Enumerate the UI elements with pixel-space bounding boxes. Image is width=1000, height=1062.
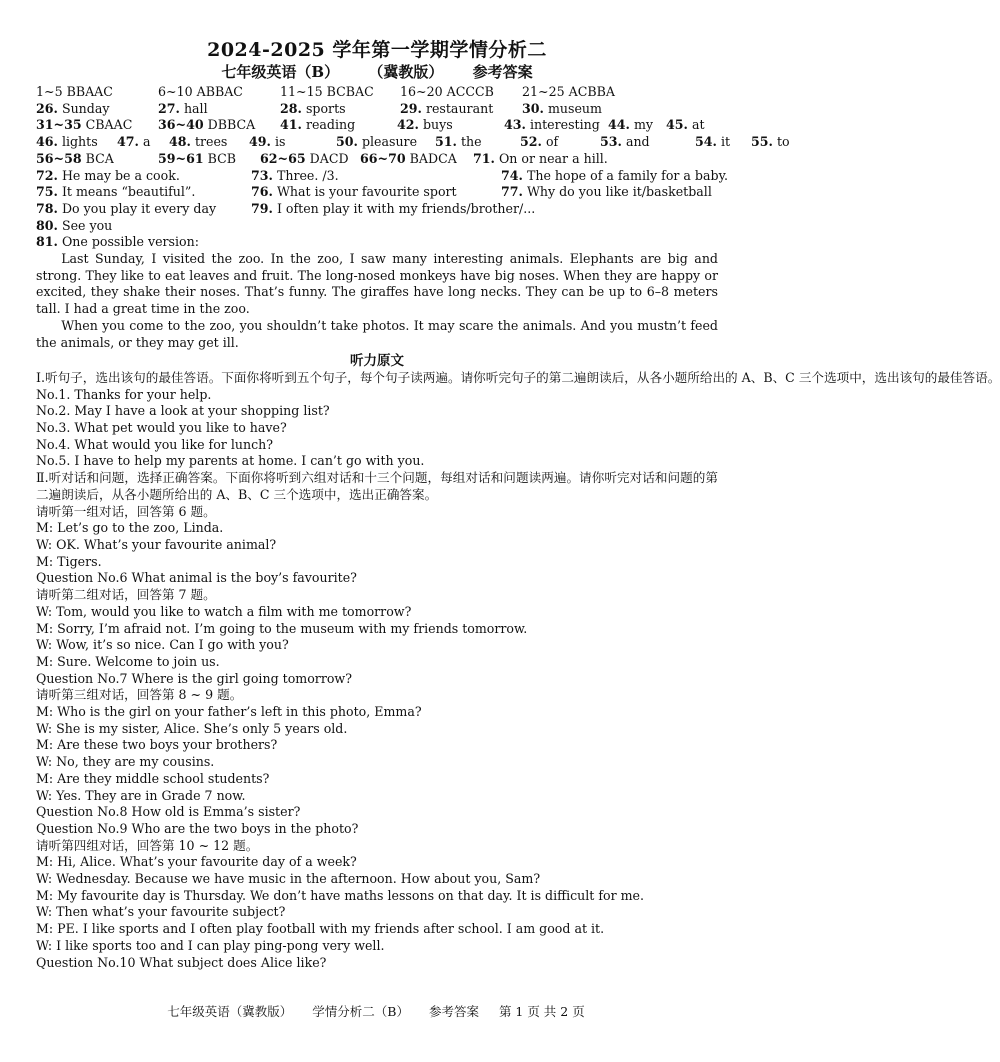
answer-text: BCB xyxy=(207,150,237,166)
answer-item xyxy=(522,101,642,118)
answer-text: See you xyxy=(61,217,113,233)
transcript-line: No.3. What pet would you like to have? xyxy=(36,420,287,436)
listening-heading: 听力原文 xyxy=(350,353,404,370)
transcript-line: No.4. What would you like for lunch? xyxy=(36,436,273,452)
answer-text: interesting xyxy=(529,117,600,133)
transcript-line: Question No.8 How old is Emma’s sister? xyxy=(36,804,301,820)
answer-text: He may be a cook. xyxy=(61,167,180,183)
answer-number: 66~70 xyxy=(360,150,406,166)
answer-text: It means “beautiful”. xyxy=(61,184,196,200)
answer-number: 27. xyxy=(158,100,180,116)
answer-number: 78. xyxy=(36,200,58,216)
answer-item xyxy=(251,201,718,218)
answer-number: 45. xyxy=(666,117,688,133)
answer-number: 44. xyxy=(608,117,630,133)
answer-item xyxy=(435,134,520,151)
answer-number: 74. xyxy=(501,167,523,183)
answer-item xyxy=(501,184,718,201)
answer-number: 46. xyxy=(36,134,58,150)
answer-text: reading xyxy=(305,117,356,133)
answer-number: 73. xyxy=(251,167,273,183)
subtitle-doc: 参考答案 xyxy=(472,63,533,81)
answer-item xyxy=(36,151,158,168)
answer-number: 56~58 xyxy=(36,150,82,166)
answer-number: 26. xyxy=(36,100,58,116)
answer-number: 81. xyxy=(36,234,58,250)
answer-item xyxy=(520,134,600,151)
answer-number: 76. xyxy=(251,184,273,200)
answer-item xyxy=(158,101,280,118)
page-title: 2024-2025 学年第一学期学情分析二 xyxy=(207,39,547,61)
answer-number: 79. xyxy=(251,200,273,216)
answer-item xyxy=(36,101,158,118)
answer-number: 54. xyxy=(695,134,717,150)
listening-transcript xyxy=(36,369,1000,971)
answer-number: 52. xyxy=(520,134,542,150)
subtitle-edition: （冀教版） xyxy=(368,63,444,81)
page-footer xyxy=(0,1002,752,1020)
transcript-line: W: I like sports too and I can play ping-pong very well. xyxy=(36,937,385,953)
answer-item xyxy=(36,184,251,201)
answer-row-1 xyxy=(36,84,718,101)
transcript-line: Ⅰ.听句子，选出该句的最佳答语。下面你将听到五个句子，每个句子读两遍。请你听完句子的第二遍朗读后，从各小题所给出的 A、B、C 三个选项中，选出该句的最佳答语。 xyxy=(36,369,1000,385)
answer-number: 49. xyxy=(249,134,271,150)
answer-text: museum xyxy=(547,100,602,116)
transcript-line: M: Tigers. xyxy=(36,553,102,569)
subtitle-grade: 七年级英语（B） xyxy=(221,63,340,81)
answer-number: 77. xyxy=(501,184,523,200)
transcript-line: M: Sorry, I’m afraid not. I’m going to the museum with my friends tomorrow. xyxy=(36,620,528,636)
answer-text: at xyxy=(691,117,705,133)
answer-item xyxy=(501,167,729,185)
answer-text: to xyxy=(776,134,790,150)
answer-number: 30. xyxy=(522,100,544,116)
transcript-line: No.5. I have to help my parents at home. I can’t go with you. xyxy=(36,453,425,469)
answer-item xyxy=(280,101,400,118)
answer-text: buys xyxy=(422,117,453,133)
answer-number: 72. xyxy=(36,167,58,183)
answer-number: 55. xyxy=(751,134,773,150)
answer-item xyxy=(36,117,158,134)
answer-item xyxy=(336,134,435,151)
answer-number: 75. xyxy=(36,184,58,200)
transcript-line: W: Wednesday. Because we have music in the afternoon. How about you, Sam? xyxy=(36,871,541,887)
transcript-line: M: Hi, Alice. What’s your favourite day of a week? xyxy=(36,854,357,870)
answer-row-7 xyxy=(36,184,718,201)
footer-page: 第 1 页 共 2 页 xyxy=(498,1004,585,1019)
transcript-line: Question No.7 Where is the girl going tomorrow? xyxy=(36,670,352,686)
transcript-line: M: Are they middle school students? xyxy=(36,770,270,786)
answer-number: 29. xyxy=(400,100,422,116)
answer-row-5 xyxy=(36,151,718,168)
answer-item xyxy=(36,201,251,218)
answer-text: is xyxy=(274,134,286,150)
transcript-line: Ⅱ.听对话和问题，选择正确答案。下面你将听到六组对话和十三个问题，每组对话和问题读两遍。请你听完对话和问题的第二遍朗读后，从各小题所给出的 A、B、C 三个选项中，选出正确答案。 xyxy=(36,470,718,502)
answer-item xyxy=(504,117,608,134)
answer-number: 53. xyxy=(600,134,622,150)
answer-item xyxy=(260,151,360,168)
answer-number: 43. xyxy=(504,117,526,133)
answer-sheet xyxy=(36,38,1000,971)
answer-item xyxy=(400,101,522,118)
answer-item xyxy=(397,117,504,134)
transcript-line: 请听第三组对话，回答第 8 ~ 9 题。 xyxy=(36,687,243,703)
transcript-line: M: PE. I like sports and I often play football with my friends after school. I am good at it. xyxy=(36,921,605,937)
answer-item xyxy=(36,134,117,151)
transcript-line: Question No.10 What subject does Alice like? xyxy=(36,954,327,970)
essay-paragraph: When you come to the zoo, you shouldn’t take photos. It may scare the animals. And you mustn’t feed the animals, or they may get ill. xyxy=(36,317,718,350)
answer-text: my xyxy=(633,117,653,133)
answer-row-10 xyxy=(36,234,718,251)
transcript-line: 请听第一组对话，回答第 6 题。 xyxy=(36,503,216,519)
answer-row-4 xyxy=(36,134,790,151)
answer-text: DBBCA xyxy=(207,117,256,133)
answer-text: CBAAC xyxy=(85,117,133,133)
transcript-line: W: Tom, would you like to watch a film with me tomorrow? xyxy=(36,603,412,619)
answer-number: 42. xyxy=(397,117,419,133)
answer-number: 31~35 xyxy=(36,117,82,133)
transcript-line: Question No.9 Who are the two boys in the photo? xyxy=(36,820,359,836)
essay-paragraph: Last Sunday, I visited the zoo. In the zoo, I saw many interesting animals. Elephants are big and strong. They like to eat leaves and fruit. The long-nosed monkeys have big noses. When they are happy or excited, they shake their noses. That’s funny. The giraffes have long necks. They can be up to 6–8 meters tall. I had a great time in the zoo. xyxy=(36,251,718,317)
answer-text: Why do you like it/basketball xyxy=(526,184,712,200)
transcript-line: M: My favourite day is Thursday. We don’t have maths lessons on that day. It is difficult for me. xyxy=(36,887,645,903)
transcript-line: W: No, they are my cousins. xyxy=(36,754,215,770)
transcript-line: M: Are these two boys your brothers? xyxy=(36,737,278,753)
answer-number: 48. xyxy=(169,134,191,150)
transcript-line: Question No.6 What animal is the boy’s favourite? xyxy=(36,570,357,586)
transcript-line: W: Then what’s your favourite subject? xyxy=(36,904,286,920)
transcript-line: M: Let’s go to the zoo, Linda. xyxy=(36,520,224,536)
transcript-line: W: OK. What’s your favourite animal? xyxy=(36,536,277,552)
answer-number: 28. xyxy=(280,100,302,116)
answer-row-6 xyxy=(36,167,729,185)
answer-number: 50. xyxy=(336,134,358,150)
transcript-line: 请听第二组对话，回答第 7 题。 xyxy=(36,587,216,603)
answer-item: 1~5 BBAAC xyxy=(36,84,113,99)
answer-item xyxy=(251,168,501,185)
answer-item xyxy=(600,134,695,151)
answer-text: a xyxy=(142,134,151,150)
answer-number: 59~61 xyxy=(158,150,204,166)
answer-number: 41. xyxy=(280,117,302,133)
footer-course: 七年级英语（冀教版） xyxy=(167,1004,293,1019)
answer-item xyxy=(280,117,397,134)
answer-text: and xyxy=(625,134,650,150)
answer-item: 21~25 ACBBA xyxy=(522,84,615,99)
answer-item xyxy=(158,117,280,134)
answer-text: On or near a hill. xyxy=(498,150,608,166)
answer-item xyxy=(608,117,666,134)
answer-number: 51. xyxy=(435,134,457,150)
answer-item xyxy=(473,151,673,168)
answer-text: BCA xyxy=(85,150,114,166)
answer-text: Three. /3. xyxy=(276,167,339,183)
answer-text: lights xyxy=(61,134,98,150)
answer-text: What is your favourite sport xyxy=(276,184,457,200)
answer-row-9 xyxy=(36,218,718,235)
answer-text: it xyxy=(720,134,731,150)
transcript-line: W: She is my sister, Alice. She’s only 5 years old. xyxy=(36,720,348,736)
answer-number: 71. xyxy=(473,150,495,166)
answer-item xyxy=(666,117,718,134)
answer-item xyxy=(695,134,751,151)
answer-text: trees xyxy=(194,134,228,150)
answer-item: 11~15 BCBAC xyxy=(280,84,374,99)
footer-exam: 学情分析二（B） xyxy=(312,1004,409,1019)
transcript-line: M: Who is the girl on your father’s left in this photo, Emma? xyxy=(36,704,422,720)
answer-text: Do you play it every day xyxy=(61,200,217,216)
answer-text: sports xyxy=(305,100,346,116)
answer-item xyxy=(251,184,501,201)
answer-item xyxy=(249,134,336,151)
answer-item xyxy=(169,134,249,151)
answer-row-3 xyxy=(36,117,718,134)
transcript-line: No.1. Thanks for your help. xyxy=(36,386,212,402)
answer-text: the xyxy=(460,134,482,150)
answer-item: 6~10 ABBAC xyxy=(158,84,243,99)
transcript-line: 请听第四组对话，回答第 10 ~ 12 题。 xyxy=(36,837,259,853)
answer-item xyxy=(360,151,473,168)
answer-item xyxy=(36,168,251,185)
transcript-line: W: Yes. They are in Grade 7 now. xyxy=(36,787,246,803)
answer-item xyxy=(117,134,169,151)
answer-text: DACD xyxy=(309,150,349,166)
answer-number: 62~65 xyxy=(260,150,306,166)
footer-doc: 参考答案 xyxy=(428,1004,479,1019)
answer-number: 47. xyxy=(117,134,139,150)
answer-number: 80. xyxy=(36,217,58,233)
answer-text: The hope of a family for a baby. xyxy=(526,167,729,183)
page-subtitle xyxy=(36,62,718,82)
answer-text: One possible version: xyxy=(61,234,199,250)
answer-text: BADCA xyxy=(409,150,457,166)
answer-row-8 xyxy=(36,201,718,218)
answer-text: I often play it with my friends/brother/... xyxy=(276,200,536,216)
answer-number: 36~40 xyxy=(158,117,204,133)
answer-text: Sunday xyxy=(61,100,110,116)
transcript-line: M: Sure. Welcome to join us. xyxy=(36,653,220,669)
answer-text: restaurant xyxy=(425,100,494,116)
answer-text: hall xyxy=(183,100,208,116)
answer-item xyxy=(158,151,260,168)
answer-item xyxy=(751,134,816,151)
answer-text: pleasure xyxy=(361,134,418,150)
answer-row-2 xyxy=(36,101,718,118)
transcript-line: No.2. May I have a look at your shopping list? xyxy=(36,403,330,419)
transcript-line: W: Wow, it’s so nice. Can I go with you? xyxy=(36,637,289,653)
answer-text: of xyxy=(545,134,559,150)
answer-item: 16~20 ACCCB xyxy=(400,84,494,99)
